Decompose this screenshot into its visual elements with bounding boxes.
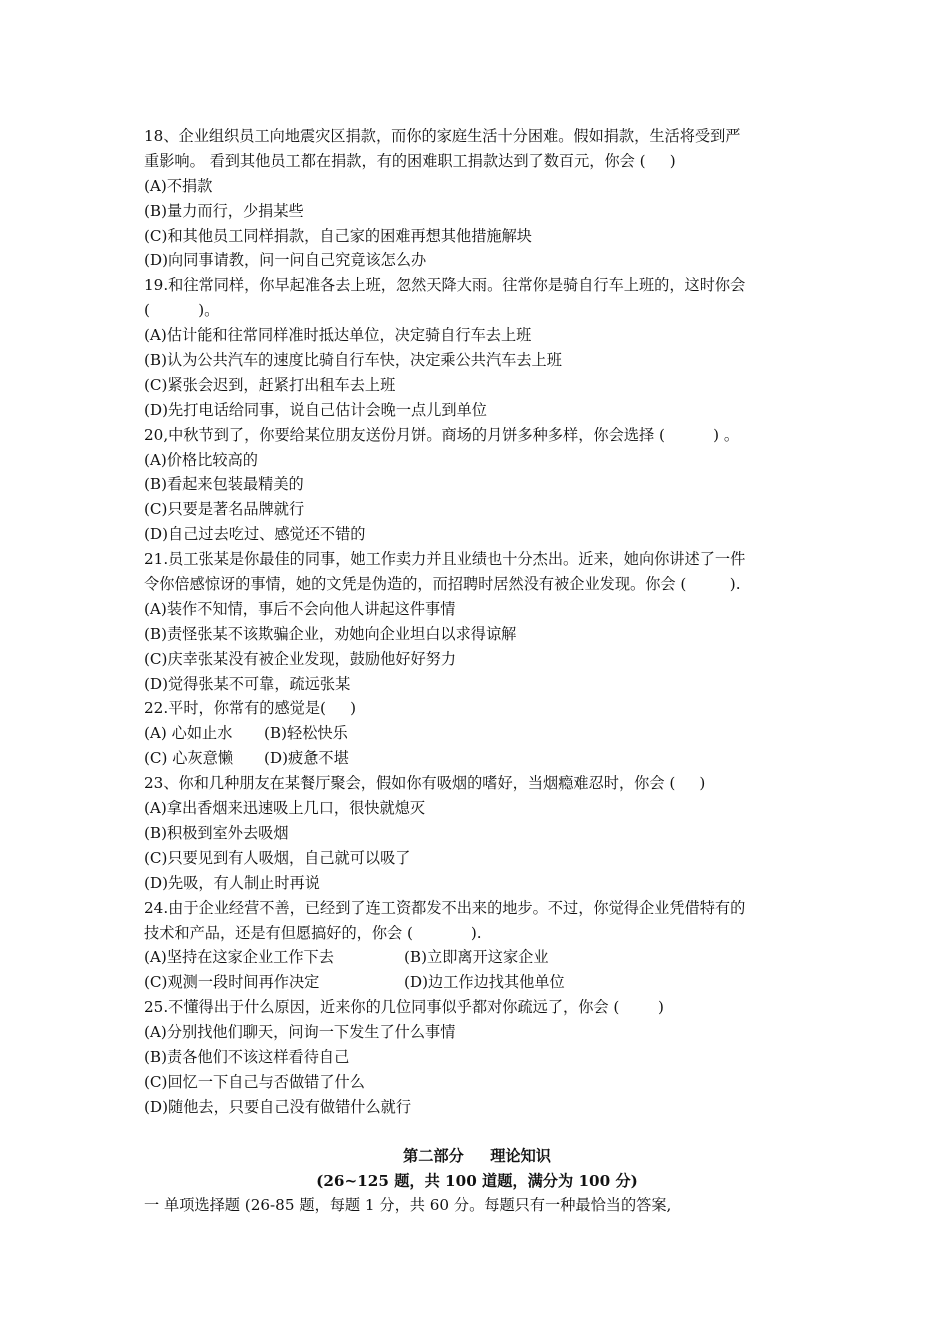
question-19-option-c: (C)紧张会迟到，赶紧打出租车去上班: [144, 375, 396, 394]
question-23-option-c: (C)只要见到有人吸烟，自己就可以吸了: [144, 848, 411, 867]
question-24-options-row1: [144, 945, 810, 970]
section-gap: [144, 1120, 810, 1144]
question-18-option-c: (C)和其他员工同样捐款，自己家的困难再想其他措施解块: [144, 226, 532, 245]
question-24-stem-line1: 24.由于企业经营不善，已经到了连工资都发不出来的地步。不过，你觉得企业凭借特有的: [144, 898, 746, 917]
question-22-option-c: (C) 心灰意懒: [144, 749, 234, 768]
question-22-option-b: (B)轻松快乐: [264, 724, 348, 743]
question-20-option-d: (D)自己过去吃过、感觉还不错的: [144, 525, 366, 544]
question-24-option-a: (A)坚持在这家企业工作下去: [144, 948, 334, 967]
question-19-stem-line1: 19.和往常同样，你早起准各去上班，忽然天降大雨。往常你是骑自行车上班的，这时你会: [144, 276, 746, 295]
question-22-options-row2: [144, 746, 810, 771]
question-25-stem-line1: 25.不懂得出于什么原因，近来你的几位同事似乎都对你疏远了，你会 ( ): [144, 998, 664, 1017]
question-23-option-a: (A)拿出香烟来迅速吸上几口，很快就熄灭: [144, 799, 426, 818]
question-19-option-d: (D)先打电话给同事，说自己估计会晚一点儿到单位: [144, 400, 487, 419]
question-20-option-a: (A)价格比较高的: [144, 450, 258, 469]
question-20-option-b: (B)看起来包装最精美的: [144, 475, 304, 494]
question-20-option-c: (C)只要是著名品牌就行: [144, 500, 305, 519]
section-instruction: 一 单项选择题 (26-85 题，每题 1 分，共 60 分。每题只有一种最恰当的答案,: [144, 1196, 672, 1215]
question-19-option-b: (B)认为公共汽车的速度比骑自行车快，决定乘公共汽车去上班: [144, 351, 562, 370]
question-19-stem-line2: ( )。: [144, 301, 220, 320]
question-25-option-d: (D)随他去，只要自己没有做错什么就行: [144, 1097, 412, 1116]
question-24-option-d: (D)边工作边找其他单位: [404, 973, 565, 992]
question-21-stem-line1: 21.员工张某是你最佳的同事，她工作卖力并且业绩也十分杰出。近来，她向你讲述了一件: [144, 550, 746, 569]
question-21-option-c: (C)庆幸张某没有被企业发现，鼓励他好好努力: [144, 649, 457, 668]
section-subtitle: (26~125 题，共 100 道题，满分为 100 分): [316, 1171, 638, 1190]
question-24-stem-line2: 技术和产品，还是有但愿搞好的，你会 ( ).: [144, 923, 482, 942]
question-25-option-b: (B)责各他们不该这样看待自己: [144, 1047, 350, 1066]
question-22-option-a: (A) 心如止水: [144, 724, 233, 743]
question-24-option-c: (C)观测一段时间再作决定: [144, 973, 320, 992]
question-18-option-b: (B)量力而行，少捐某些: [144, 201, 304, 220]
section-title: 第二部分 理论知识: [403, 1146, 551, 1165]
question-20-stem-line1: 20,中秋节到了，你要给某位朋友送份月饼。商场的月饼多种多样，你会选择 ( ) 。: [144, 425, 740, 444]
question-18-stem-line1: 18、企业组织员工向地震灾区捐款，而你的家庭生活十分困难。假如捐款，生活将受到严: [144, 127, 741, 145]
question-21-option-d: (D)觉得张某不可靠，疏远张某: [144, 674, 351, 693]
question-22-option-d: (D)疲惫不堪: [264, 749, 349, 768]
question-21-stem-line2: 令你倍感惊讶的事情，她的文凭是伪造的，而招聘时居然没有被企业发现。你会 ( ).: [144, 575, 741, 594]
question-18-option-a: (A)不捐款: [144, 176, 213, 195]
question-18-stem-line2: 重影响。 看到其他员工都在捐款，有的困难职工捐款达到了数百元，你会 ( ): [144, 151, 676, 170]
exam-page: [144, 124, 810, 1218]
question-22-stem-line1: 22.平时，你常有的感觉是( ): [144, 699, 357, 718]
question-22-options-row1: [144, 721, 810, 746]
question-23-stem-line1: 23、你和几种朋友在某餐厅聚会，假如你有吸烟的嗜好，当烟瘾难忍时，你会 ( ): [144, 774, 706, 793]
question-21-option-b: (B)责怪张某不该欺骗企业，劝她向企业坦白以求得谅解: [144, 624, 517, 643]
question-23-option-d: (D)先吸，有人制止时再说: [144, 873, 320, 892]
question-24-option-b: (B)立即离开这家企业: [404, 948, 549, 967]
question-25-option-a: (A)分别找他们聊天，问询一下发生了什么事情: [144, 1023, 456, 1042]
question-19-option-a: (A)估计能和往常同样准时抵达单位，决定骑自行车去上班: [144, 326, 532, 345]
question-25-option-c: (C)回忆一下自己与否做错了什么: [144, 1072, 365, 1091]
question-23-option-b: (B)积极到室外去吸烟: [144, 823, 289, 842]
question-24-options-row2: [144, 970, 810, 995]
question-18-option-d: (D)向同事请教，问一问自己究竟该怎么办: [144, 251, 427, 270]
question-21-option-a: (A)装作不知情，事后不会向他人讲起这件事情: [144, 599, 456, 618]
